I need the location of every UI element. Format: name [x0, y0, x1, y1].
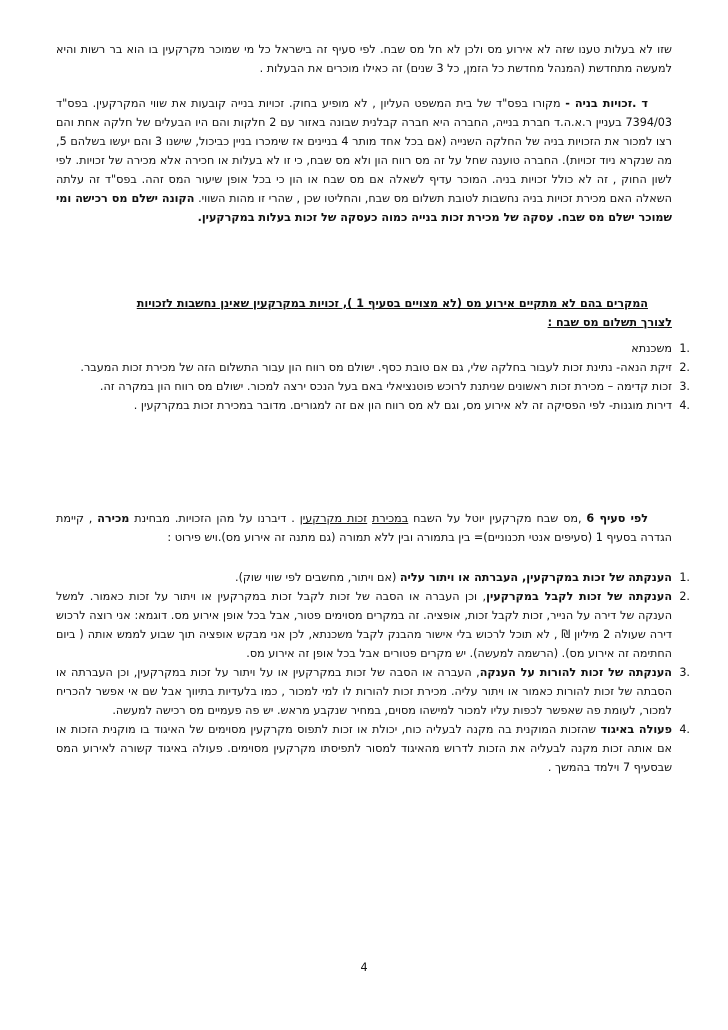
list-item-text: דירות מוגנות- לפי הפסיקה זה לא אירוע מס, וגם לא מס רווח הון אם זה למגורים. מדובר במכירת זכות במקרקעין .: [133, 399, 672, 412]
list-item: [56, 396, 690, 415]
list-item: [56, 587, 690, 663]
section-6-part1: ,מס שבח מקרקעין יוטל על השבח: [408, 512, 587, 525]
section-6-right-term: זכות מקרקעין: [299, 512, 368, 525]
list-item: [56, 663, 690, 720]
sale-definition-list: [56, 568, 690, 777]
building-rights-conclusion: הקונה ישלם מס רכישה ומי שמוכר ישלם מס שבח. עסקה של מכירת זכות בנייה כמוה כעסקה של זכות בעלות במקרקעין.: [56, 192, 672, 224]
paragraph-building-rights-text: [56, 94, 672, 227]
list-item-bold: הענקתה של זכות לקבל במקרקעין: [486, 590, 673, 603]
list-item-text: , וכן העברה או הסבה של זכות לקבל זכות במקרקעין או ויתור על זכות כאמור. למשל הענקה של דירה על הנייר, זכות לקבל זכות, אופציה. זה במקרים מסוימים פטור, אבל בכל אופן אירוע מס. דוגמא: אני רוצה לרכוש דירה שעולה 2 מיליון ₪ , לא תוכל לרכוש בלי אישור מהבנק לקבל משכנתא, לכן אני מבקש אופציה תוך שבוע לממש אותה ( ביום החתימה זה אירוע מס). (הרשמה למעשה). יש מקרים פטורים אבל בכל אופן זה אירוע מס.: [56, 590, 672, 660]
list-item: [56, 377, 690, 396]
building-rights-body: מקורו בפס"ד של בית המשפט העליון , לא מופיע בחוק. זכויות בנייה קובעות את שווי המקרקעין. בפס"ד 7394/03 בעניין ר.א.ה.ד חברת בנייה, החברה היא חברה קבלנית שבונה באזור עם 2 חלקות והם היו הבעלים של חלקה אחת והם רצו למכור את הזכויות בניה של החלקה השנייה (אם בכל אחד מותר 4 בניינים אז שימכרו בניין כביכול, שישנו 3 והם יעשו בשלהם 5, מה שנקרא ניוד זכויות). החברה טוענה שחל על זה מס רווח הון ולא מס שבח, כי זו לא בעלות או חכירה אלא מכירה של זכויות. לפי לשון החוק , זה לא כולל זכויות בניה. המוכר עדיף לשאלה אם מס שבח או הון כי בכל אופן שיעור המס זהה. בפס"ד זה עלתה השאלה האם מכירת זכויות בניה נחשבות לטובת תשלום מס שבח, והחליטו שכן , שהרי זו מהות השווי.: [56, 97, 672, 205]
section-heading: [56, 294, 672, 332]
list-item-text: שהזכות המוקנית בה מקנה לבעליה כוח, יכולת או זכות לתפוס מקרקעין מסוימים של האיגוד בו מוקנית הזכות או אם אותה זכות מקנה לבעליה את הזכות לדרוש מהאיגוד למסור לתפיסתו מקרקעין מסוימים. פעולה באיגוד קשורה לאירוע המס שבסעיף 7 וילמד בהמשך .: [56, 723, 672, 774]
section-6-sale-term: במכירת: [372, 512, 409, 525]
list-item-bold: פעולה באיגוד: [600, 723, 672, 736]
list-item-text: (אם ויתור, מחשבים לפי שווי שוק).: [235, 571, 400, 584]
list-item: [56, 358, 690, 377]
section-heading-line1: המקרים בהם לא מתקיים אירוע מס (לא מצויים בסעיף 1 ), זכויות במקרקעין שאינן נחשבות לזכויות: [136, 297, 648, 310]
section-6-part2: . דיברנו על מהן הזכויות. מבחינת: [129, 512, 300, 525]
list-item-bold: הענקתה של זכות במקרקעין, העברתה או ויתור עליה: [399, 571, 672, 584]
paragraph-ownership: [56, 40, 672, 78]
section-6-lead: לפי סעיף 6: [586, 512, 648, 525]
section-6-sale-bold: מכירה: [97, 512, 130, 525]
list-item-bold: הענקתה של זכות להורות על הענקה: [479, 666, 672, 679]
non-taxable-rights-list: [56, 339, 690, 415]
list-item: [56, 339, 690, 358]
paragraph-section-6: [56, 509, 672, 547]
list-item-text: משכנתא: [631, 342, 672, 355]
list-number: 3.: [679, 380, 690, 393]
list-item-text: זיקת הנאה- נתינת זכות לעבור בחלקה שלי, גם אם טובת כסף. ישולם מס רווח הון עבור התשלום הזה של מכירת זכות המעבר.: [80, 361, 672, 374]
list-item-text: זכות קדימה – מכירת זכות ראשונים שניתנת לרוכש פוטנציאלי באם בעל הנכס ירצה למכור. ישולם מס רווח הון במקרה זה.: [99, 380, 672, 393]
list-number: 4.: [679, 723, 690, 736]
list-number: 1.: [679, 571, 690, 584]
list-number: 4.: [679, 399, 690, 412]
list-number: 2.: [679, 361, 690, 374]
building-rights-label: ד .זכויות בניה -: [565, 97, 648, 110]
section-heading-line2: לצורך תשלום מס שבח :: [547, 316, 672, 329]
list-item: [56, 720, 690, 777]
paragraph-ownership-body: שזו לא בעלות טענו שזה לא אירוע מס ולכן לא חל מס שבח. לפי סעיף זה בישראל כל מי שמוכר מקרקעין בו הוא בר רשות והיא למעשה מתחדשת (המנהל מחדשת כל הזמן, כל 3 שנים) זה כאילו מוכרים את הבעלות .: [56, 43, 672, 75]
list-number: 2.: [679, 590, 690, 603]
list-item: [56, 568, 690, 587]
list-number: 1.: [679, 342, 690, 355]
page-number: 4: [360, 961, 368, 974]
list-item-text: , העברה או הסבה של זכות במקרקעין או על ויתור על זכות במקרקעין, וכן העברתה או הסבתה של זכות להורות כאמור או ויתור עליה. מכירת זכות להורות לו למי למכור , כמו בלעדיות בתיווך אבל שם אי אפשר להכריח למכור, לעומת פה שאפשר לכפות עליו למכור למישהו מסוים, במחיר שנקבע מראש. יש פה פעמיים מס רכישה למעשה.: [56, 666, 672, 717]
section-6-part3: , קיימת הגדרה בסעיף 1 (סעיפים אנטי תכנוניים)= בין בתמורה ובין ללא תמורה (גם מתנה זה אירוע מס).ויש פירוט :: [56, 512, 672, 544]
paragraph-section-6-text: [56, 509, 672, 547]
paragraph-building-rights: [56, 94, 672, 227]
paragraph-ownership-text: [56, 40, 672, 78]
list-number: 3.: [679, 666, 690, 679]
